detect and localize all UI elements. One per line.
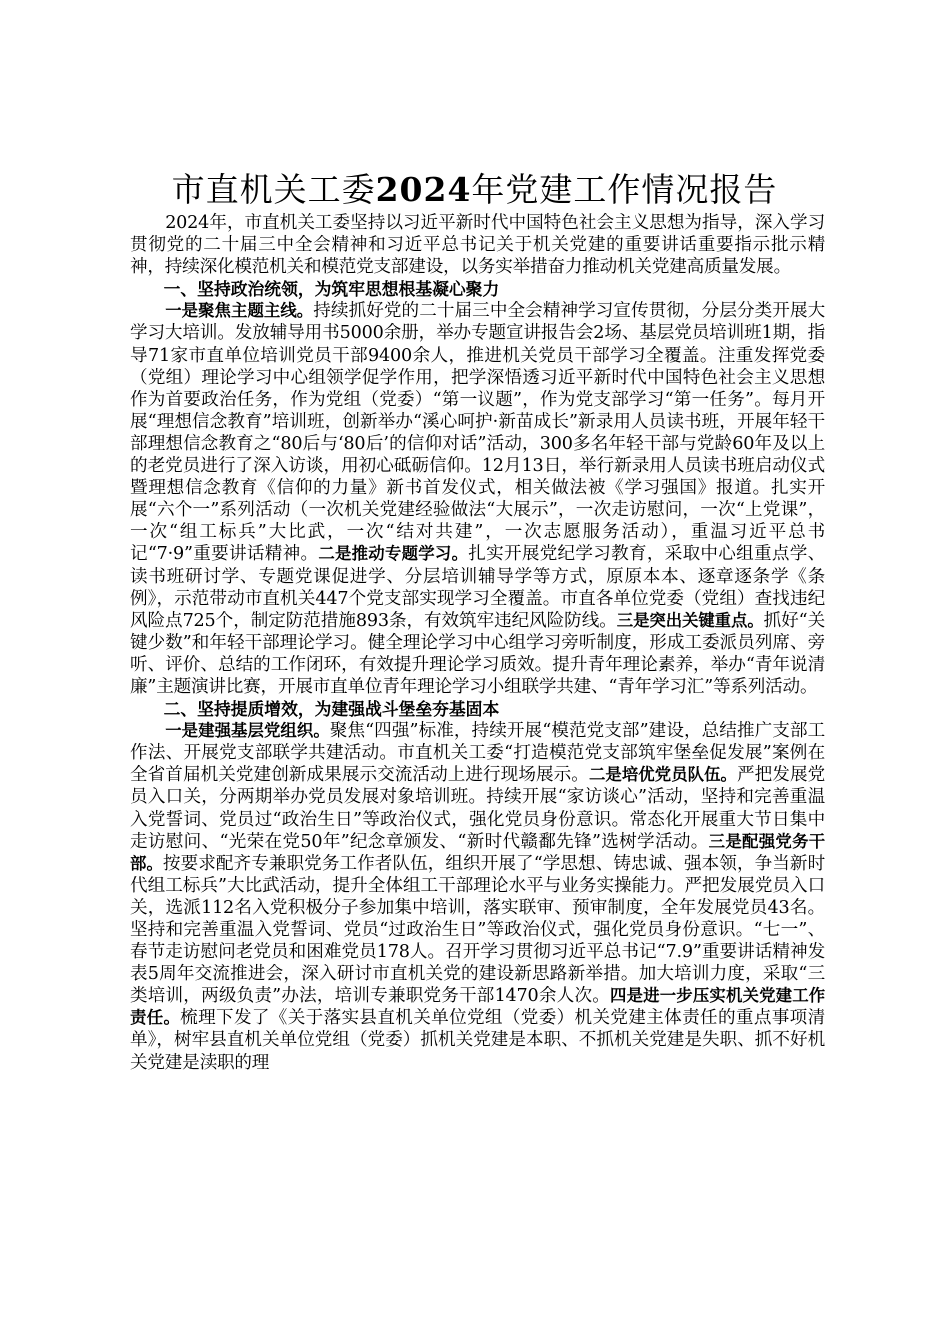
section-2-lead-1: 一是建强基层党组织。: [165, 721, 330, 741]
section-1-body: [130, 300, 825, 698]
section-2-text-4: 梳理下发了《关于落实县直机关单位党组（党委）机关党建主体责任的重点事项清单》，树牢县直机关单位党组（党委）抓机关党建是本职、不抓机关党建是失职、抓不好机关党建是渎职的理: [130, 1008, 825, 1073]
section-2-lead-2: 二是培优党员队伍。: [588, 765, 737, 785]
section-heading-2: 二、坚持提质增效，为建强战斗堡垒夯基固本: [163, 699, 500, 720]
section-1-text-3: 抓好“关键少数”和年轻干部理论学习。健全理论学习中心组学习旁听制度，形成工委派员列席、旁听、评价、总结的工作闭环，有效提升理论学习质效。提升青年理论素养，举办“青年说清廉”主题演讲比赛，开展市直单位青年理论学习小组联学共建、“青年学习汇”等系列活动。: [130, 610, 826, 697]
section-1-lead-2: 二是推动专题学习。: [318, 544, 469, 564]
section-1-text-2: 扎实开展党纪学习教育，采取中心组重点学、读书班研讨学、专题党课促进学、分层培训辅导学等方式，原原本本、逐章逐条学《条例》，示范带动市直机关447个党支部实现学习全覆盖。市直各单位党委（党组）查找违纪风险点725个，制定防范措施893条，有效筑牢违纪风险防线。: [130, 544, 825, 631]
document-title: [124, 168, 825, 212]
section-2-text-1: 聚焦“四强”标准，持续开展“模范党支部”建设，总结推广支部工作法、开展党支部联学共建活动。市直机关工委“打造模范党支部筑牢堡垒促发展”案例在全省首届机关党建创新成果展示交流活动上进行现场展示。: [130, 721, 826, 786]
title-suffix: 年党建工作情况报告: [471, 170, 778, 209]
section-1-lead-3: 三是突出关键重点。: [616, 610, 764, 630]
section-1-text-1: 持续抓好党的二十届三中全会精神学习宣传贯彻，分层分类开展大学习大培训。发放辅导用书5000余册，举办专题宣讲报告会2场、基层党员培训班1期，指导71家市直单位培训党员干部9400余人，推进机关党员干部学习全覆盖。注重发挥党委（党组）理论学习中心组领学促学作用，把学深悟透习近平新时代中国特色社会主义思想作为首要政治任务，作为党组（党委）“第一议题”，作为党支部学习“第一任务”。每月开展“理想信念教育”培训班，创新举办“溪心呵护·新苗成长”新录用人员读书班，开展年轻干部理想信念教育之“80后与‘80后’的信仰对话”活动，300多名年轻干部与党龄60年及以上的老党员进行了深入访谈，用初心砥砺信仰。12月13日，举行新录用人员读书班启动仪式暨理想信念教育《信仰的力量》新书首发仪式，相关做法被《学习强国》报道。扎实开展“六个一”系列活动（一次机关党建经验做法“大展示”，一次走访慰问，一次“上党课”，一次“组工标兵”大比武，一次“结对共建”，一次志愿服务活动），重温习近平总书记“7·9”重要讲话精神。: [130, 301, 825, 565]
title-prefix: 市直机关工委: [171, 170, 376, 209]
document-page: [130, 168, 825, 1074]
section-2-lead-3: 三是配强党务干部。: [130, 831, 825, 873]
title-year: 2024: [375, 170, 472, 209]
section-2-body: [130, 720, 825, 1074]
section-2-lead-4: 四是进一步压实机关党建工作责任。: [130, 986, 825, 1028]
section-1-lead-1: 一是聚焦主题主线。: [165, 301, 314, 321]
section-2-text-3: 按要求配齐专兼职党务工作者队伍，组织开展了“学思想、铸忠诚、强本领，争当新时代组工标兵”大比武活动，提升全体组工干部理论水平与业务实操能力。严把发展党员入口关，选派112名入党积极分子参加集中培训，落实联审、预审制度，全年发展党员43名。坚持和完善重温入党誓词、党员“过政治生日”等政治仪式，强化党员身份意识。“七一”、春节走访慰问老党员和困难党员178人。召开学习贯彻习近平总书记“7.9”重要讲话精神发表5周年交流推进会，深入研讨市直机关党的建设新思路新举措。加大培训力度，采取“三类培训，两级负责”办法，培训专兼职党务干部1470余人次。: [130, 853, 825, 1007]
intro-paragraph: 2024年，市直机关工委坚持以习近平新时代中国特色社会主义思想为指导，深入学习贯彻党的二十届三中全会精神和习近平总书记关于机关党建的重要讲话重要指示批示精神，持续深化模范机关和模范党支部建设，以务实举措奋力推动机关党建高质量发展。: [130, 213, 825, 278]
section-2-text-2: 严把发展党员入口关，分两期举办党员发展对象培训班。持续开展“家访谈心”活动，坚持和完善重温入党誓词、党员过“政治生日”等政治仪式，强化党员身份意识。常态化开展重大节日集中走访慰问、“光荣在党50年”纪念章颁发、“新时代赣鄱先锋”选树学活动。: [130, 765, 826, 852]
section-heading-1: 一、坚持政治统领，为筑牢思想根基凝心聚力: [163, 279, 500, 300]
